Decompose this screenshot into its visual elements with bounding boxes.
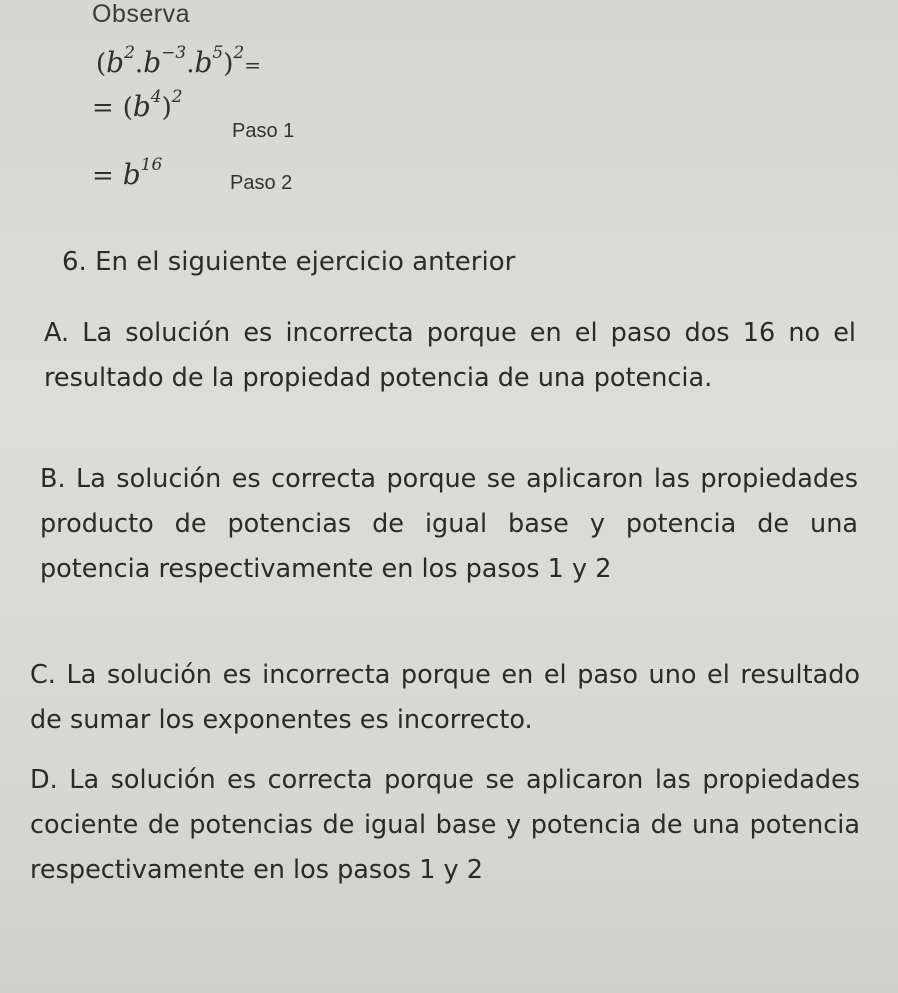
base-b: b	[106, 46, 125, 79]
option-letter: B.	[40, 464, 66, 494]
expression-line-3	[92, 154, 163, 191]
option-text: La solución es correcta porque se aplicaron las propiedades producto de potencias de igual base y potencia de una potencia respectivamente en los pasos 1 y 2	[40, 464, 859, 584]
option-letter: A.	[44, 318, 70, 348]
base-b: b	[143, 46, 162, 79]
base-b: b	[132, 90, 151, 123]
base-b: b	[122, 158, 141, 191]
equals-sign: =	[92, 161, 114, 191]
expression-line-1: $(b^2.b^{-3}.b^5)^2=$	[96, 42, 261, 79]
question-text: 6. En el siguiente ejercicio anterior	[62, 247, 516, 277]
step-label-1: Paso 1	[232, 120, 295, 142]
observa-heading: Observa	[92, 0, 190, 28]
exponent: −3	[161, 42, 187, 63]
option-letter: C.	[30, 660, 56, 690]
equals-sign: =	[92, 93, 114, 123]
step-label-2: Paso 2	[230, 172, 293, 194]
outer-exponent: 2	[171, 86, 183, 107]
option-text: La solución es incorrecta porque en el paso dos 16 no el resultado de la propiedad potencia de una potencia.	[44, 318, 856, 393]
base-b: b	[194, 46, 213, 79]
exponent: 16	[140, 154, 163, 175]
option-text: La solución es incorrecta porque en el paso uno el resultado de sumar los exponentes es incorrecto.	[30, 660, 860, 735]
exponent: 5	[212, 42, 224, 63]
equals-sign: =	[244, 53, 261, 77]
expression-line-2: = $(b^4)^2$	[92, 86, 183, 123]
option-a[interactable]	[44, 311, 856, 401]
option-c[interactable]	[30, 653, 860, 743]
exponent: 4	[150, 86, 162, 107]
option-d[interactable]	[30, 758, 860, 893]
option-b[interactable]	[40, 457, 858, 592]
outer-exponent: 2	[233, 42, 245, 63]
exponent: 2	[124, 42, 135, 63]
option-text: La solución es correcta porque se aplicaron las propiedades cociente de potencias de igual base y potencia de una potencia respectivamente en los pasos 1 y 2	[30, 765, 860, 885]
option-letter: D.	[30, 765, 58, 795]
